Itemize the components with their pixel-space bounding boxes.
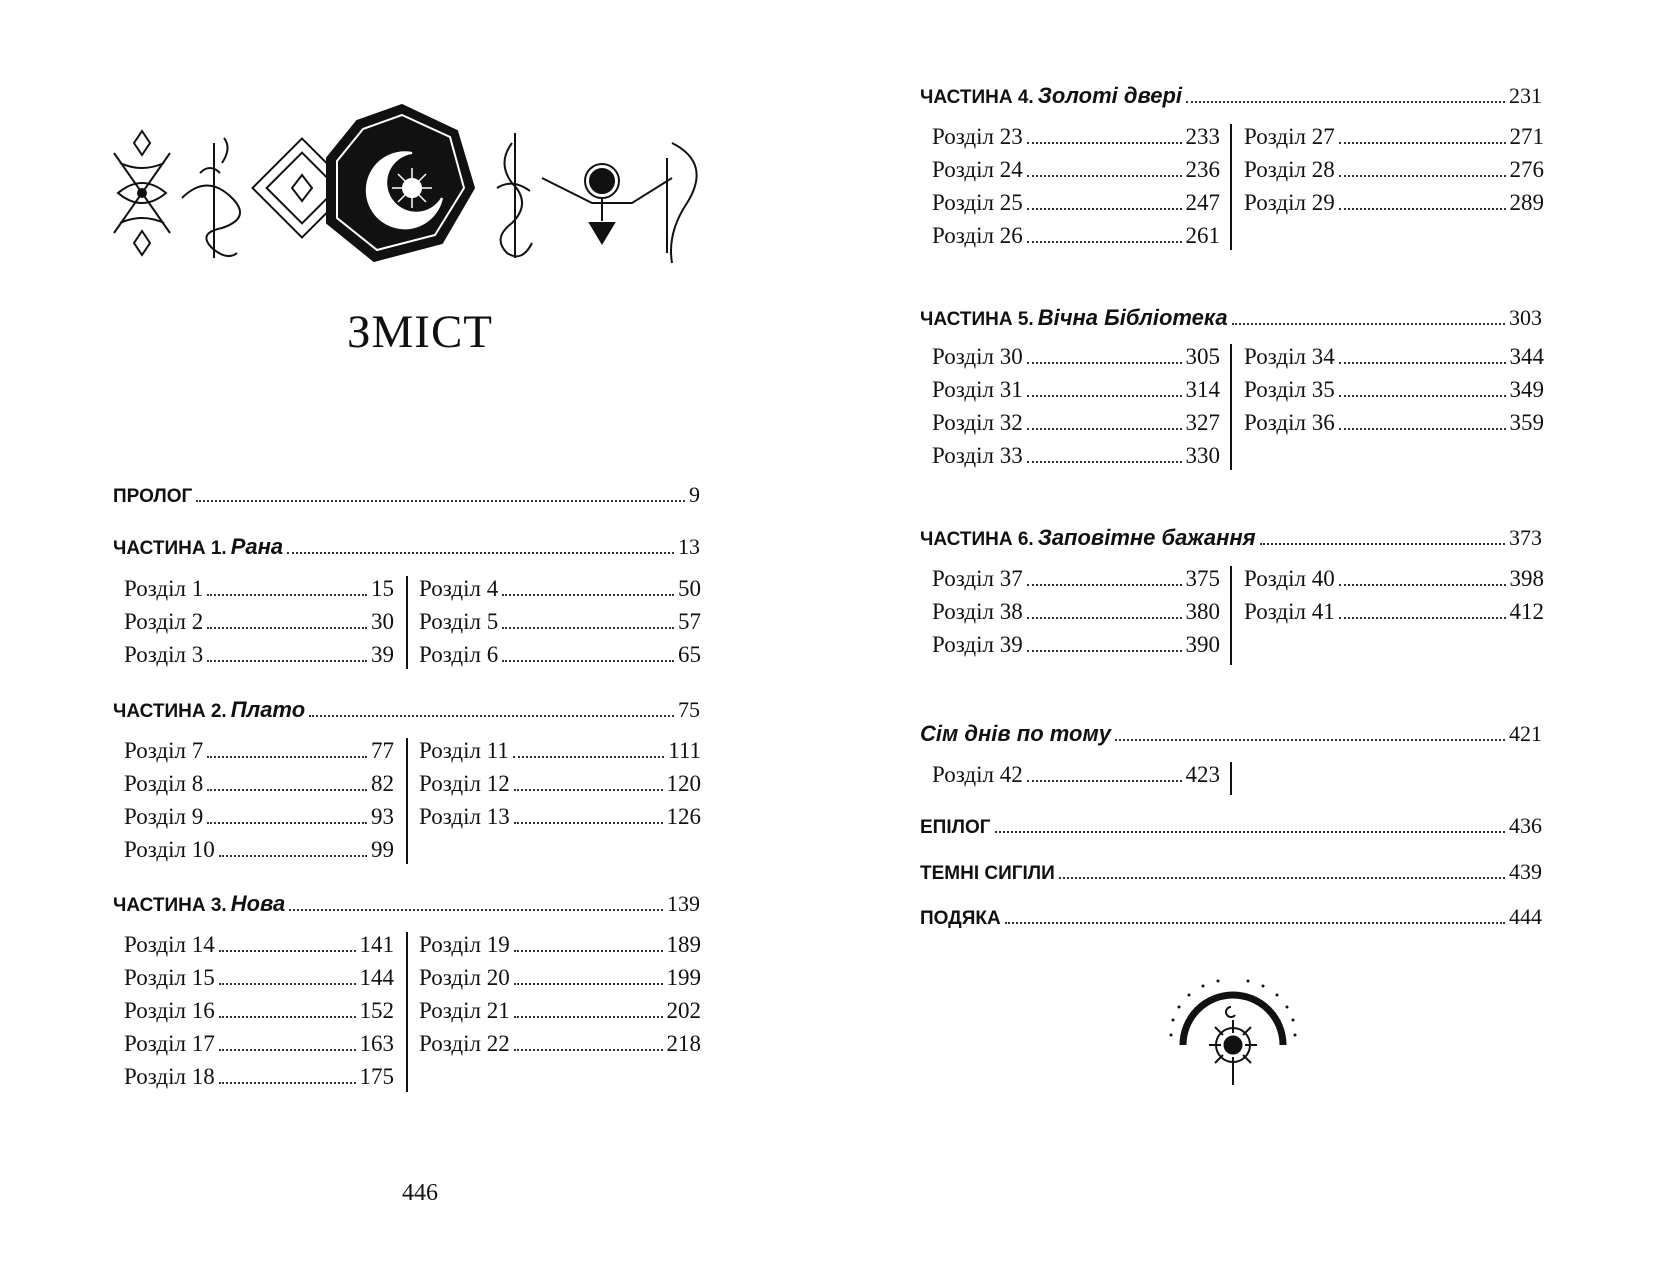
- chapter-name: Розділ 15: [124, 965, 215, 990]
- chapter-name: Розділ 9: [124, 804, 204, 829]
- dot-leader: [502, 660, 674, 662]
- dot-leader: [1027, 395, 1182, 397]
- page-title: ЗМІСТ: [346, 306, 494, 358]
- dot-leader: [219, 983, 356, 985]
- chapter-name: Розділ 27: [1244, 124, 1335, 149]
- chapter-entry[interactable]: [932, 124, 1220, 157]
- part-label: ЧАСТИНА 2.: [113, 701, 227, 722]
- dot-leader: [995, 831, 1506, 833]
- chapter-entry[interactable]: [419, 932, 701, 965]
- part-2-chapters: [124, 738, 701, 864]
- chapter-name: Розділ 11: [419, 738, 509, 763]
- chapter-page: 359: [1509, 410, 1544, 435]
- chapter-name: Розділ 32: [932, 410, 1023, 435]
- chapter-name: Розділ 18: [124, 1064, 215, 1089]
- thanks-page: 444: [1509, 904, 1542, 929]
- toc-part-2[interactable]: [113, 697, 700, 727]
- chapter-column-left: [124, 738, 408, 864]
- chapter-column-right: [1232, 344, 1544, 470]
- dot-leader: [1027, 241, 1182, 243]
- dot-leader: [1027, 584, 1182, 586]
- dot-leader: [309, 715, 674, 717]
- chapter-page: 398: [1509, 566, 1544, 591]
- toc-part-6[interactable]: [920, 525, 1542, 555]
- chapter-page: 247: [1185, 190, 1220, 215]
- dot-leader: [196, 500, 685, 502]
- toc-seven-days[interactable]: [920, 721, 1542, 751]
- part-title: Заповітне бажання: [1037, 525, 1256, 550]
- chapter-page: 271: [1509, 124, 1544, 149]
- chapter-entry[interactable]: [932, 599, 1220, 632]
- chapter-entry[interactable]: [124, 998, 394, 1031]
- chapter-name: Розділ 13: [419, 804, 510, 829]
- toc-part-3[interactable]: [113, 891, 700, 921]
- dot-leader: [289, 909, 663, 911]
- chapter-page: 305: [1185, 344, 1220, 369]
- chapter-entry[interactable]: [1244, 377, 1544, 410]
- dot-leader: [514, 789, 663, 791]
- chapter-entry[interactable]: [932, 410, 1220, 443]
- dot-leader: [1339, 584, 1506, 586]
- chapter-entry[interactable]: [419, 642, 701, 675]
- dot-leader: [219, 1049, 356, 1051]
- chapter-entry[interactable]: [419, 609, 701, 642]
- dot-leader: [1005, 922, 1505, 924]
- dot-leader: [1186, 101, 1505, 103]
- part-1-chapters: [124, 576, 701, 675]
- part-page: 303: [1509, 305, 1542, 330]
- dot-leader: [1027, 461, 1182, 463]
- chapter-page: 349: [1509, 377, 1544, 402]
- chapter-page: 120: [666, 771, 701, 796]
- chapter-entry[interactable]: [1244, 566, 1544, 599]
- dark-sigils-label: ТЕМНІ СИГІЛИ: [920, 863, 1055, 884]
- part-title: Золоті двері: [1037, 83, 1183, 108]
- chapter-entry[interactable]: [419, 804, 701, 837]
- chapter-entry[interactable]: [419, 998, 701, 1031]
- chapter-page: 375: [1185, 566, 1220, 591]
- chapter-name: Розділ 29: [1244, 190, 1335, 215]
- dot-leader: [219, 855, 367, 857]
- part-3-chapters: [124, 932, 701, 1092]
- chapter-name: Розділ 7: [124, 738, 204, 763]
- dot-leader: [1339, 395, 1506, 397]
- chapter-name: Розділ 40: [1244, 566, 1335, 591]
- chapter-entry[interactable]: [932, 223, 1220, 256]
- dot-leader: [207, 789, 367, 791]
- chapter-entry[interactable]: [932, 344, 1220, 377]
- moon-sun-icon: [1165, 975, 1300, 1095]
- dot-leader: [1260, 543, 1505, 545]
- chapter-name: Розділ 23: [932, 124, 1023, 149]
- dot-leader: [514, 983, 663, 985]
- prologue-page: 9: [689, 482, 700, 507]
- dot-leader: [1339, 208, 1506, 210]
- chapter-column-left: [932, 124, 1232, 250]
- chapter-entry[interactable]: [932, 566, 1220, 599]
- chapter-column-right: [1232, 124, 1544, 250]
- chapter-column-right: [408, 932, 701, 1092]
- chapter-name: Розділ 3: [124, 642, 204, 667]
- chapter-entry[interactable]: [932, 762, 1220, 795]
- chapter-entry[interactable]: [932, 377, 1220, 410]
- dot-leader: [1339, 428, 1506, 430]
- chapter-name: Розділ 5: [419, 609, 499, 634]
- chapter-page: 202: [666, 998, 701, 1023]
- chapter-name: Розділ 21: [419, 998, 510, 1023]
- chapter-name: Розділ 33: [932, 443, 1023, 468]
- chapter-name: Розділ 4: [419, 576, 499, 601]
- chapter-page: 99: [371, 837, 394, 862]
- chapter-name: Розділ 38: [932, 599, 1023, 624]
- chapter-entry[interactable]: [124, 932, 394, 965]
- chapter-name: Розділ 31: [932, 377, 1023, 402]
- dot-leader: [1027, 208, 1182, 210]
- chapter-page: 236: [1185, 157, 1220, 182]
- dot-leader: [219, 1082, 356, 1084]
- chapter-name: Розділ 8: [124, 771, 204, 796]
- chapter-name: Розділ 1: [124, 576, 204, 601]
- chapter-entry[interactable]: [124, 1031, 394, 1064]
- chapter-page: 50: [678, 576, 701, 601]
- part-title: Рана: [230, 534, 284, 559]
- chapter-name: Розділ 17: [124, 1031, 215, 1056]
- chapter-page: 218: [666, 1031, 701, 1056]
- chapter-name: Розділ 26: [932, 223, 1023, 248]
- chapter-name: Розділ 10: [124, 837, 215, 862]
- chapter-name: Розділ 39: [932, 632, 1023, 657]
- chapter-page: 344: [1509, 344, 1544, 369]
- chapter-entry[interactable]: [124, 609, 394, 642]
- dot-leader: [514, 822, 663, 824]
- chapter-page: 261: [1185, 223, 1220, 248]
- chapter-page: 77: [371, 738, 394, 763]
- chapter-entry[interactable]: [932, 632, 1220, 665]
- chapter-entry[interactable]: [419, 1031, 701, 1064]
- part-page: 13: [678, 534, 700, 559]
- chapter-entry[interactable]: [124, 576, 394, 609]
- dot-leader: [219, 950, 356, 952]
- dot-leader: [502, 627, 674, 629]
- chapter-entry[interactable]: [124, 738, 394, 771]
- dot-leader: [207, 594, 367, 596]
- toc-part-5[interactable]: [920, 305, 1542, 335]
- part-page: 75: [678, 697, 700, 722]
- chapter-page: 39: [371, 642, 394, 667]
- chapter-page: 289: [1509, 190, 1544, 215]
- part-5-chapters: [932, 344, 1544, 470]
- dark-sigils-page: 439: [1509, 859, 1542, 884]
- chapter-page: 57: [678, 609, 701, 634]
- dot-leader: [1027, 617, 1182, 619]
- toc-prologue[interactable]: [113, 482, 700, 512]
- chapter-page: 15: [371, 576, 394, 601]
- chapter-column-left: [124, 932, 408, 1092]
- chapter-name: Розділ 24: [932, 157, 1023, 182]
- part-page: 373: [1509, 525, 1542, 550]
- dot-leader: [1339, 362, 1506, 364]
- chapter-name: Розділ 35: [1244, 377, 1335, 402]
- part-title: Плато: [230, 697, 306, 722]
- chapter-name: Розділ 22: [419, 1031, 510, 1056]
- chapter-column-left: [124, 576, 408, 669]
- epilogue-page: 436: [1509, 813, 1542, 838]
- chapter-name: Розділ 34: [1244, 344, 1335, 369]
- chapter-entry[interactable]: [932, 157, 1220, 190]
- chapter-name: Розділ 37: [932, 566, 1023, 591]
- chapter-entry[interactable]: [124, 642, 394, 675]
- chapter-name: Розділ 42: [932, 762, 1023, 787]
- chapter-page: 233: [1185, 124, 1220, 149]
- chapter-name: Розділ 19: [419, 932, 510, 957]
- chapter-entry[interactable]: [124, 965, 394, 998]
- chapter-entry[interactable]: [124, 1064, 394, 1097]
- dot-leader: [1027, 175, 1182, 177]
- part-title: Нова: [230, 891, 286, 916]
- dot-leader: [1339, 142, 1506, 144]
- dot-leader: [1115, 739, 1505, 741]
- chapter-column-right: [1232, 566, 1544, 665]
- chapter-page: 276: [1509, 157, 1544, 182]
- dot-leader: [1027, 780, 1182, 782]
- dot-leader: [1027, 428, 1182, 430]
- dot-leader: [207, 627, 367, 629]
- part-page: 231: [1509, 83, 1542, 108]
- seven-days-chapters: [932, 762, 1232, 795]
- chapter-entry[interactable]: [419, 965, 701, 998]
- chapter-name: Розділ 28: [1244, 157, 1335, 182]
- dot-leader: [1059, 877, 1505, 879]
- dot-leader: [1027, 362, 1182, 364]
- part-title: Вічна Бібліотека: [1037, 305, 1228, 330]
- chapter-column-left: [932, 344, 1232, 470]
- chapter-page: 175: [359, 1064, 394, 1089]
- chapter-entry[interactable]: [124, 804, 394, 837]
- chapter-entry[interactable]: [1244, 410, 1544, 443]
- chapter-page: 163: [359, 1031, 394, 1056]
- chapter-entry[interactable]: [932, 190, 1220, 223]
- chapter-name: Розділ 36: [1244, 410, 1335, 435]
- chapter-column-right: [408, 576, 701, 675]
- chapter-name: Розділ 2: [124, 609, 204, 634]
- chapter-page: 126: [666, 804, 701, 829]
- chapter-page: 93: [371, 804, 394, 829]
- chapter-page: 152: [359, 998, 394, 1023]
- chapter-entry[interactable]: [1244, 344, 1544, 377]
- part-6-chapters: [932, 566, 1544, 665]
- chapter-entry[interactable]: [932, 443, 1220, 476]
- chapter-page: 423: [1185, 762, 1220, 787]
- chapter-entry[interactable]: [419, 738, 701, 771]
- chapter-entry[interactable]: [1244, 157, 1544, 190]
- dot-leader: [1027, 142, 1182, 144]
- chapter-name: Розділ 16: [124, 998, 215, 1023]
- chapter-page: 141: [359, 932, 394, 957]
- chapter-name: Розділ 20: [419, 965, 510, 990]
- dot-leader: [502, 594, 674, 596]
- chapter-entry[interactable]: [124, 837, 394, 870]
- sigil-row-icon: [112, 103, 712, 268]
- part-label: ЧАСТИНА 4.: [920, 87, 1034, 108]
- chapter-page: 111: [668, 738, 701, 763]
- part-page: 139: [667, 891, 700, 916]
- chapter-column-left: [932, 566, 1232, 665]
- dot-leader: [287, 552, 674, 554]
- chapter-entry[interactable]: [124, 771, 394, 804]
- chapter-name: Розділ 25: [932, 190, 1023, 215]
- prologue-label: ПРОЛОГ: [113, 486, 193, 507]
- toc-dark-sigils[interactable]: [920, 859, 1542, 889]
- chapter-page: 82: [371, 771, 394, 796]
- chapter-entry[interactable]: [419, 576, 701, 609]
- toc-part-1[interactable]: [113, 534, 700, 564]
- dot-leader: [1339, 175, 1506, 177]
- chapter-page: 380: [1185, 599, 1220, 624]
- chapter-page: 314: [1185, 377, 1220, 402]
- chapter-name: Розділ 14: [124, 932, 215, 957]
- part-label: ЧАСТИНА 6.: [920, 529, 1034, 550]
- chapter-page: 144: [359, 965, 394, 990]
- dot-leader: [514, 1016, 663, 1018]
- page-number: 446: [402, 1180, 438, 1206]
- chapter-page: 412: [1509, 599, 1544, 624]
- chapter-column-right: [408, 738, 701, 864]
- chapter-page: 65: [678, 642, 701, 667]
- chapter-page: 390: [1185, 632, 1220, 657]
- dot-leader: [513, 756, 664, 758]
- part-label: ЧАСТИНА 5.: [920, 309, 1034, 330]
- toc-part-4[interactable]: [920, 83, 1542, 113]
- chapter-name: Розділ 30: [932, 344, 1023, 369]
- dot-leader: [207, 660, 367, 662]
- dot-leader: [207, 756, 367, 758]
- chapter-column-left: [932, 762, 1232, 795]
- thanks-label: ПОДЯКА: [920, 908, 1001, 929]
- dot-leader: [219, 1016, 356, 1018]
- chapter-name: Розділ 41: [1244, 599, 1335, 624]
- epilogue-label: ЕПІЛОГ: [920, 817, 991, 838]
- part-label: ЧАСТИНА 1.: [113, 538, 227, 559]
- chapter-name: Розділ 12: [419, 771, 510, 796]
- chapter-page: 327: [1185, 410, 1220, 435]
- toc-thanks[interactable]: [920, 904, 1542, 934]
- section-page: 421: [1509, 721, 1542, 746]
- chapter-entry[interactable]: [1244, 124, 1544, 157]
- dot-leader: [1232, 323, 1505, 325]
- dot-leader: [514, 1049, 663, 1051]
- dot-leader: [514, 950, 663, 952]
- dot-leader: [207, 822, 367, 824]
- dot-leader: [1027, 650, 1182, 652]
- part-label: ЧАСТИНА 3.: [113, 895, 227, 916]
- chapter-page: 199: [666, 965, 701, 990]
- chapter-page: 30: [371, 609, 394, 634]
- chapter-entry[interactable]: [1244, 599, 1544, 632]
- chapter-page: 330: [1185, 443, 1220, 468]
- chapter-entry[interactable]: [419, 771, 701, 804]
- chapter-page: 189: [666, 932, 701, 957]
- chapter-entry[interactable]: [1244, 190, 1544, 223]
- part-4-chapters: [932, 124, 1544, 250]
- section-title: Сім днів по тому: [920, 721, 1111, 746]
- dot-leader: [1339, 617, 1506, 619]
- toc-epilogue[interactable]: [920, 813, 1542, 843]
- chapter-name: Розділ 6: [419, 642, 499, 667]
